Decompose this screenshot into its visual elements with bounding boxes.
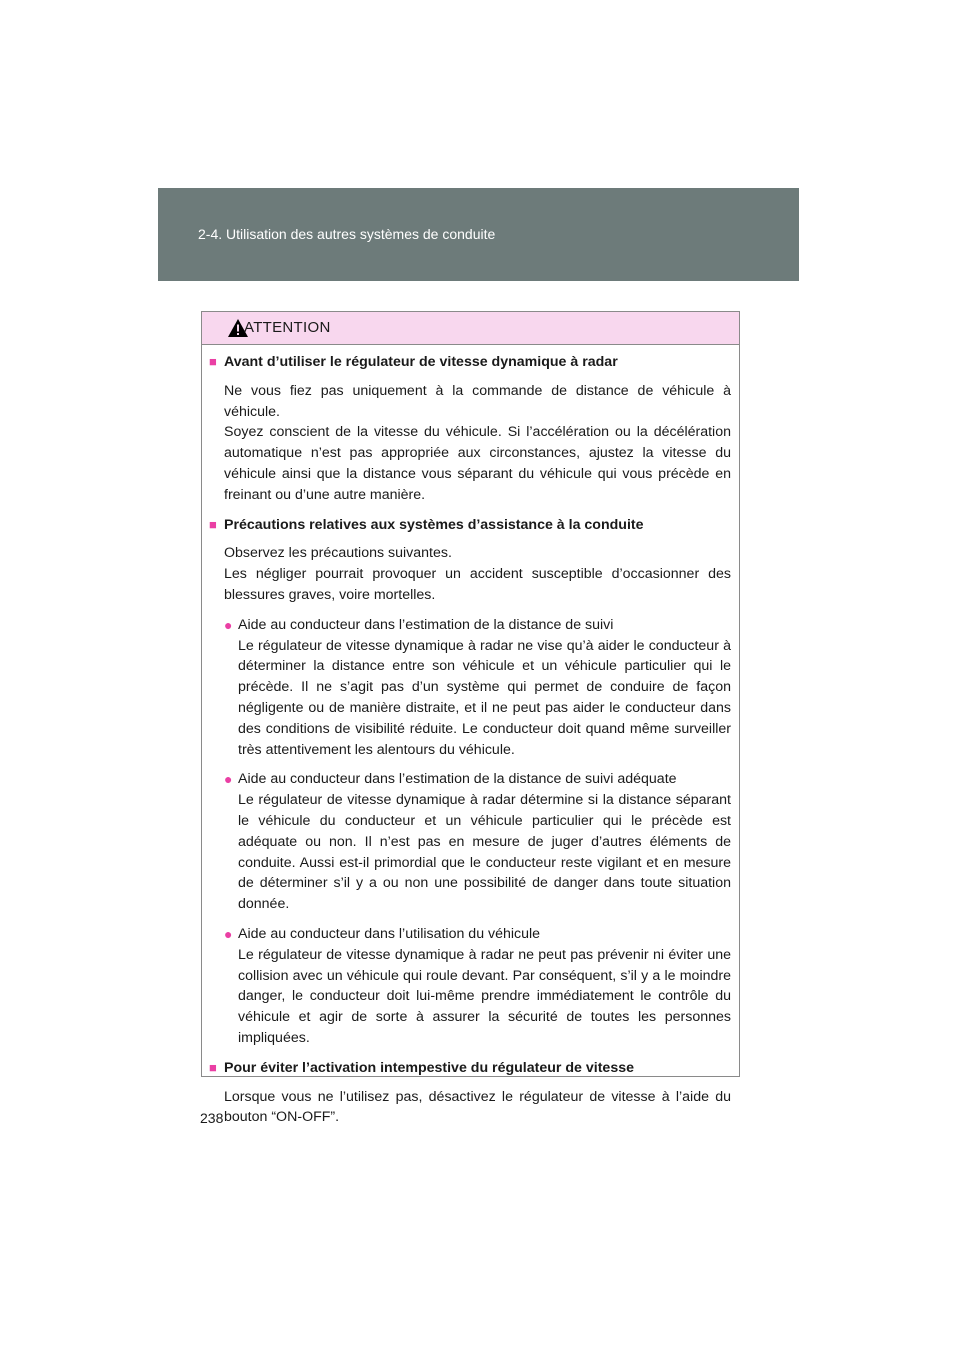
- section-title: ■ Avant d’utiliser le régulateur de vitesse dynamique à radar: [209, 352, 731, 373]
- paragraph: Ne vous fiez pas uniquement à la commande de distance de véhicule à véhicule.: [224, 382, 731, 420]
- paragraph: Lorsque vous ne l’utilisez pas, désactivez le régulateur de vitesse à l’aide du bouton “ON-OFF”.: [224, 1088, 731, 1126]
- square-bullet-icon: ■: [209, 354, 217, 369]
- list-item: [209, 769, 731, 915]
- bullet-heading: Aide au conducteur dans l’estimation de la distance de suivi adéquate: [238, 771, 677, 788]
- circle-bullet-icon: ●: [224, 616, 233, 633]
- paragraph: Les négliger pourrait provoquer un accident susceptible d’occasionner des blessures graves, voire mortelles.: [224, 566, 731, 603]
- square-bullet-icon: ■: [209, 516, 217, 532]
- bullet-text: Le régulateur de vitesse dynamique à radar ne vise qu’à aider le conducteur à déterminer la distance entre son véhicule et un véhicule particulier qui le précède. Il ne s’agit pas d’un système qui permet de conduire de façon négligente ou de manière distraite, et il ne peut pas aider le conducteur dans des conditions de visibilité réduite. Le conducteur doit quand même surveiller très attentivement les alentours du véhicule.: [238, 637, 731, 758]
- bullet-text: Le régulateur de vitesse dynamique à radar ne peut pas prévenir ni éviter une collision avec un véhicule qui roule devant. Par conséquent, s’il y a le moindre danger, le conducteur doit lui-même prendre immédiatement le contrôle du véhicule et agir de sorte à assurer la sécurité de toutes les personnes impliquées.: [238, 946, 731, 1046]
- list-item: [209, 924, 731, 1049]
- section-breadcrumb: 2-4. Utilisation des autres systèmes de conduite: [198, 226, 496, 242]
- paragraph: Observez les précautions suivantes.: [224, 545, 452, 562]
- section-title: ■ Pour éviter l’activation intempestive du régulateur de vitesse: [209, 1058, 731, 1079]
- paragraph: Soyez conscient de la vitesse du véhicule. Si l’accélération ou la décélération automatique n’est pas appropriée aux circonstances, ajustez la vitesse du véhicule ainsi que la distance vous séparant du véhicule qui vous précède en freinant ou d’une autre manière.: [224, 424, 731, 503]
- bullet-heading: Aide au conducteur dans l’estimation de la distance de suivi: [238, 616, 614, 633]
- warning-header: [202, 312, 739, 345]
- list-item: [209, 615, 731, 761]
- bullet-heading: Aide au conducteur dans l’utilisation du véhicule: [238, 925, 541, 942]
- section-title: ■ Précautions relatives aux systèmes d’assistance à la conduite: [209, 515, 731, 536]
- page-number: 238: [200, 1110, 224, 1126]
- bullet-text: Le régulateur de vitesse dynamique à radar détermine si la distance séparant le véhicule du conducteur et un véhicule particulier qui le précède est adéquate ou non. Il n’est pas en mesure de juger d’autres éléments de conduite. Aussi est-il primordial que le conducteur reste vigilant et en mesure de déterminer s’il y a ou non une possibilité de danger dans toute situation donnée.: [238, 792, 731, 913]
- warning-title: ATTENTION: [244, 319, 331, 336]
- circle-bullet-icon: ●: [224, 771, 233, 788]
- square-bullet-icon: ■: [209, 1059, 217, 1075]
- warning-content: [202, 345, 739, 1128]
- circle-bullet-icon: ●: [224, 925, 233, 942]
